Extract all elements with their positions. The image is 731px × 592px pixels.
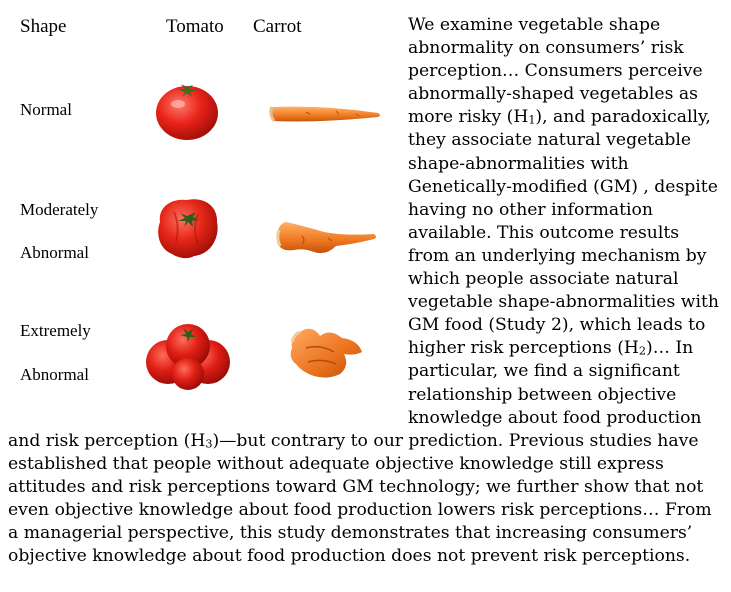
abstract-part-4: )—but contrary to our prediction. Previous studies have established that people without adequate objective knowledge still express attitudes and risk perceptions toward GM technology; we further show that not even objective knowledge about food production lowers risk perceptions… From a managerial perspective, this study demonstrates that increasing consumers’ objective knowledge about food production does not prevent risk perceptions. — [8, 430, 712, 567]
abstract-part-1: We examine vegetable shape abnormality on consumers’ risk perception… Consumers perceive abnormally-shaped vegetables as more risky (H — [408, 15, 703, 128]
hypothesis-3-subscript: 3 — [205, 437, 213, 451]
row-label-extremely-abnormal: Abnormal — [20, 365, 89, 384]
header-shape: Shape — [20, 16, 67, 37]
row-label-moderately-abnormal: Abnormal — [20, 243, 89, 262]
abstract-part-3: )… In particular, we find a significant relationship between objective knowledge about food production and risk perception (H — [8, 338, 702, 451]
abstract-part-2: ), and paradoxically, they associate natural vegetable shape-abnormalities with Genetically-modified (GM) , despite having no other information available. This outcome results from an underlying mechanism by which people associate natural vegetable shape-abnormalities with GM food (Study 2), which leads to higher risk perceptions (H — [408, 107, 719, 359]
header-tomato: Tomato — [166, 16, 224, 37]
hypothesis-2-subscript: 2 — [638, 344, 646, 358]
row-label-normal: Normal — [20, 100, 72, 119]
header-carrot: Carrot — [253, 16, 302, 37]
hypothesis-1-subscript: 1 — [528, 114, 536, 128]
row-label-moderately: Moderately — [20, 200, 99, 219]
abstract-text — [8, 14, 724, 568]
row-label-extremely: Extremely — [20, 321, 91, 340]
